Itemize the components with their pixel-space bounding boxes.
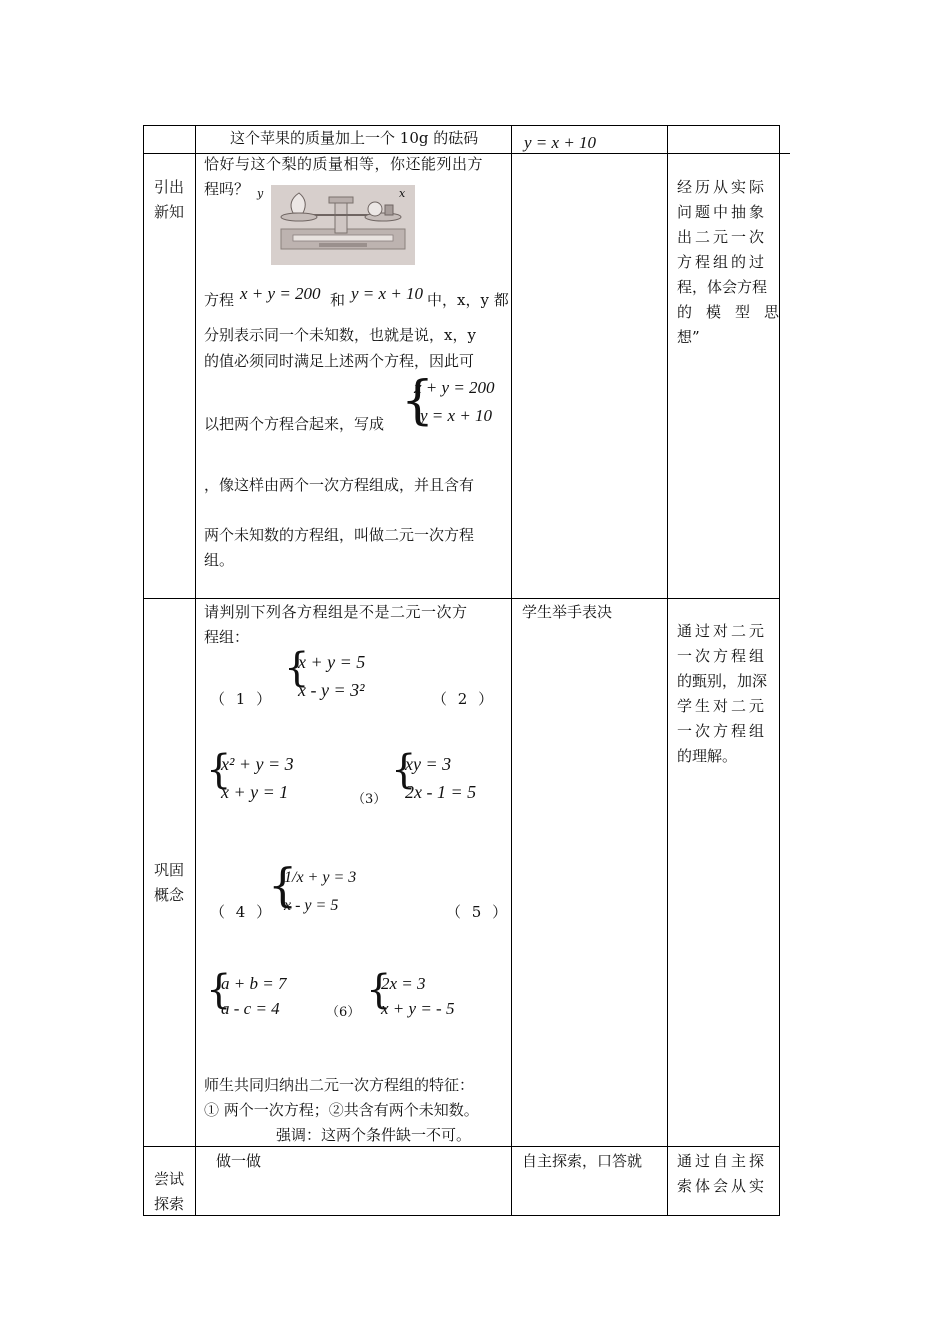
row3-intent-1: 通过自主探 (677, 1152, 768, 1170)
row1-text3-line-1: ，像这样由两个一次方程组成，并且含有 (204, 476, 475, 494)
summary-line-1: 师生共同归纳出二元一次方程组的特征： (204, 1076, 475, 1094)
row1-section-label-2: 新知 (154, 203, 185, 221)
row1-intent-7: 想” (677, 328, 700, 346)
summary-line-2: ① 两个一次方程；②共含有两个未知数。 (204, 1101, 479, 1119)
row1-intent-5: 程，体会方程 (677, 278, 768, 296)
system-eq-1: x + y = 200 (414, 378, 495, 397)
eq2-inline: y = x + 10 (351, 284, 424, 303)
table-row-divider (143, 153, 790, 154)
image-label-x: x (399, 187, 406, 200)
row1-text-line-1: 恰好与这个梨的质量相等，你还能列出方 (204, 155, 484, 173)
row1-intent-1: 经历从实际 (677, 178, 768, 196)
row1-intent-4: 方程组的过 (677, 253, 768, 271)
table-border-left (143, 125, 144, 1216)
label-3: （3） (352, 792, 387, 807)
row1-text-line-2: 程吗？ (204, 180, 250, 198)
sys6-brace: { (366, 967, 392, 1013)
row2-question-2: 程组： (204, 628, 250, 646)
label-2: （ 2 ） (432, 690, 497, 708)
row2-intent-6: 的理解。 (677, 747, 738, 765)
sys3-eq-1: xy = 3 (405, 754, 452, 774)
sys5-brace: { (206, 967, 232, 1013)
row3-section-label-1: 尝试 (154, 1170, 185, 1188)
table-col-divider (195, 125, 196, 1216)
row1-text3-line-2: 两个未知数的方程组，叫做二元一次方程 (204, 526, 475, 544)
row3-intent-2: 索体会从实 (677, 1177, 768, 1195)
combine-prefix: 以把两个方程合起来，写成 (204, 415, 385, 433)
sys4-eq-1: 1/x + y = 3 (284, 869, 357, 886)
sys3-brace: { (391, 747, 417, 793)
sys5-eq-2: a - c = 4 (221, 999, 280, 1018)
balance-scale-figure (257, 185, 415, 265)
row2-section-label-1: 巩固 (154, 861, 185, 879)
table-row-divider (143, 598, 780, 599)
sys1-brace: { (284, 645, 310, 691)
row0-content: 这个苹果的质量加上一个 10g 的砝码 (230, 129, 479, 147)
sys6-eq-2: x + y = - 5 (381, 999, 455, 1018)
sys2-eq-2: x + y = 1 (221, 782, 289, 802)
row2-section-label-2: 概念 (154, 886, 185, 904)
row2-activity: 学生举手表决 (522, 603, 613, 621)
row1-intent-2: 问题中抽象 (677, 203, 768, 221)
table-col-divider (511, 125, 512, 1216)
table-col-divider (667, 125, 668, 1216)
table-border-bottom (143, 1215, 780, 1216)
eq1-inline: x + y = 200 (240, 284, 321, 303)
row2-intent-5: 一次方程组 (677, 722, 768, 740)
row2-intent-2: 一次方程组 (677, 647, 768, 665)
row1-intent-3: 出二元一次 (677, 228, 768, 246)
row2-intent-4: 学生对二元 (677, 697, 768, 715)
label-5: （ 5 ） (446, 903, 511, 921)
row2-intent-3: 的甄别，加深 (677, 672, 768, 690)
system-brace: { (401, 371, 435, 431)
eq-and: 和 (330, 291, 346, 309)
sys6-eq-1: 2x = 3 (381, 974, 426, 993)
sys1-eq-2: x - y = 3² (298, 680, 365, 700)
row3-content: 做一做 (216, 1152, 262, 1170)
row3-section-label-2: 探索 (154, 1195, 185, 1213)
sys2-brace: { (206, 747, 232, 793)
row1-text3-line-3: 组。 (204, 551, 235, 569)
label-4: （ 4 ） (210, 903, 275, 921)
sys2-eq-1: x² + y = 3 (221, 754, 294, 774)
row0-equation: y = x + 10 (524, 133, 597, 152)
row1-section-label-1: 引出 (154, 178, 185, 196)
row1-text2-line-1: 分别表示同一个未知数，也就是说，x，y (204, 326, 476, 344)
label-6: （6） (326, 1005, 361, 1020)
table-row-divider (143, 1146, 780, 1147)
row2-intent-1: 通过对二元 (677, 622, 768, 640)
row1-text2-line-2: 的值必须同时满足上述两个方程，因此可 (204, 352, 475, 370)
table-border-top (143, 125, 780, 126)
sys5-eq-1: a + b = 7 (221, 974, 287, 993)
sys3-eq-2: 2x - 1 = 5 (405, 782, 477, 802)
system-eq-2: y = x + 10 (420, 406, 493, 425)
table-border-right (779, 125, 780, 1216)
eq-prefix: 方程 (204, 291, 235, 309)
sys1-eq-1: x + y = 5 (298, 652, 366, 672)
row3-activity: 自主探索，口答就 (522, 1152, 643, 1170)
label-1: （ 1 ） (210, 690, 275, 708)
summary-line-3: 强调：这两个条件缺一不可。 (276, 1126, 472, 1144)
sys4-eq-2: x - y = 5 (284, 897, 339, 914)
eq-suffix: 中，x，y 都 (427, 291, 509, 309)
balance-scale-icon (271, 185, 415, 265)
row1-intent-6: 的模型思 (677, 303, 794, 321)
sys4-brace: { (268, 858, 298, 912)
row2-question-1: 请判别下列各方程组是不是二元一次方 (204, 603, 468, 621)
image-label-y: y (257, 187, 264, 200)
